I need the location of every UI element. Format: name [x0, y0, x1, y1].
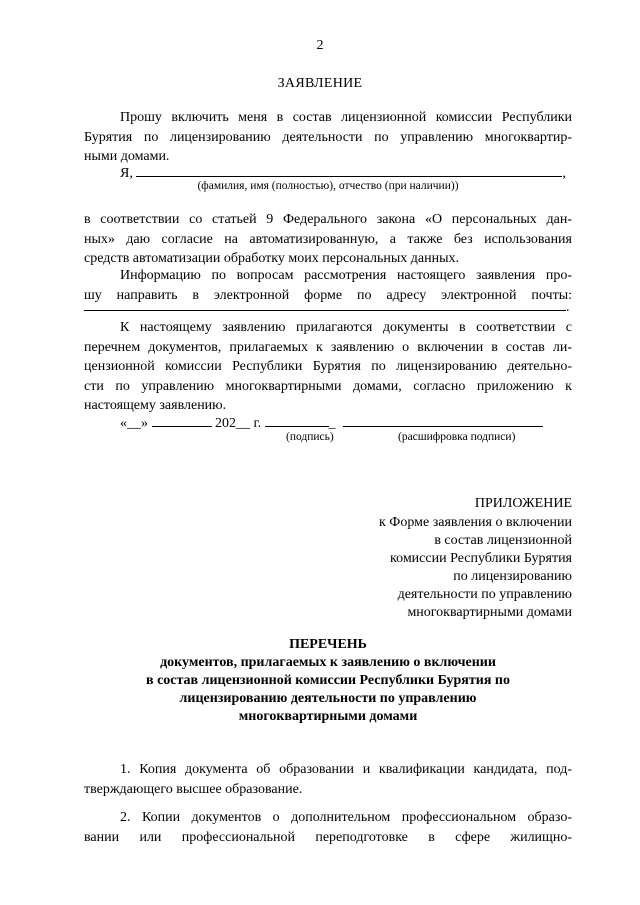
- date-month-line[interactable]: [152, 414, 212, 427]
- email-end: .: [566, 300, 570, 315]
- appendix-caption: [340, 514, 572, 622]
- page-number: 2: [316, 38, 324, 53]
- date-day: «__»: [120, 416, 148, 431]
- list-subtitle: [84, 654, 572, 726]
- text-line: К настоящему заявлению прилагаются документы в соответствии с: [120, 320, 572, 335]
- list-subtitle-line: документов, прилагаемых к заявлению о включении: [160, 655, 496, 670]
- text-line: в соответствии со статьей 9 Федерального закона «О персональных дан-: [84, 212, 572, 227]
- list-item-1: [84, 760, 572, 799]
- text-line: ных» даю согласие на автоматизированную, а также без использования: [84, 231, 572, 247]
- list-subtitle-line: многоквартирными домами: [238, 709, 418, 724]
- fio-suffix: ,: [562, 166, 566, 181]
- text-line: цензионной комиссии Республики Бурятия по лицензированию деятельно-: [84, 359, 572, 374]
- email-line: [84, 298, 570, 316]
- text-line: 1. Копия документа об образовании и квалификации кандидата, под-: [120, 762, 572, 777]
- appendix-line: деятельности по управлению: [397, 587, 572, 602]
- list-subtitle-line: в состав лицензионной комиссии Республики Бурятия по: [146, 673, 510, 688]
- date-year: 202__ г.: [215, 416, 262, 431]
- document-title: ЗАЯВЛЕНИЕ: [277, 76, 363, 91]
- appendix-line: многоквартирными домами: [407, 605, 572, 620]
- appendix-line: к Форме заявления о включении: [378, 515, 572, 530]
- text-line: Прошу включить меня в состав лицензионной комиссии Республики: [120, 110, 572, 125]
- text-line: 2. Копии документов о дополнительном профессиональном образо-: [120, 810, 572, 825]
- fio-input-line[interactable]: [136, 164, 562, 177]
- signature-dash: _: [328, 416, 336, 431]
- text-line: ными домами.: [84, 149, 170, 164]
- fio-prefix: Я,: [120, 166, 133, 181]
- appendix-line: комиссии Республики Бурятия: [390, 551, 572, 566]
- text-line: шу направить в электронной форме по адресу электронной почты:: [84, 287, 572, 303]
- list-subtitle-line: лицензированию деятельности по управлению: [179, 691, 477, 706]
- consent-paragraph: [84, 210, 572, 269]
- text-line: средств автоматизации обработку моих персональных данных.: [84, 251, 459, 266]
- appendix-line: в состав лицензионной: [434, 533, 572, 548]
- signature-input-line[interactable]: [265, 414, 329, 427]
- request-paragraph: [84, 108, 572, 167]
- text-line: Информацию по вопросам рассмотрения настоящего заявления про-: [120, 268, 572, 283]
- appendix-line: по лицензированию: [453, 569, 572, 584]
- signature-decode-input-line[interactable]: [343, 414, 543, 427]
- date-signature-line: [120, 414, 543, 432]
- text-line: настоящему заявлению.: [84, 398, 227, 413]
- text-line: сти по управлению многоквартирными домами, согласно приложению к: [84, 378, 572, 394]
- text-line: Бурятия по лицензированию деятельности по управлению многоквартир-: [84, 129, 572, 145]
- text-line: тверждающего высшее образование.: [84, 781, 303, 797]
- text-line: перечнем документов, прилагаемых к заявлению о включении в состав ли-: [84, 339, 572, 355]
- fio-caption: (фамилия, имя (полностью), отчество (при наличии)): [197, 180, 459, 192]
- email-input-line[interactable]: [84, 298, 566, 311]
- decode-caption: (расшифровка подписи): [398, 431, 516, 443]
- list-title: ПЕРЕЧЕНЬ: [289, 637, 367, 652]
- attachments-paragraph: [84, 318, 572, 416]
- signature-caption: (подпись): [286, 431, 334, 443]
- appendix-title: ПРИЛОЖЕНИЕ: [474, 496, 572, 511]
- list-item-2: [84, 808, 572, 847]
- text-line: вании или профессиональной переподготовке в сфере жилищно-: [84, 829, 572, 845]
